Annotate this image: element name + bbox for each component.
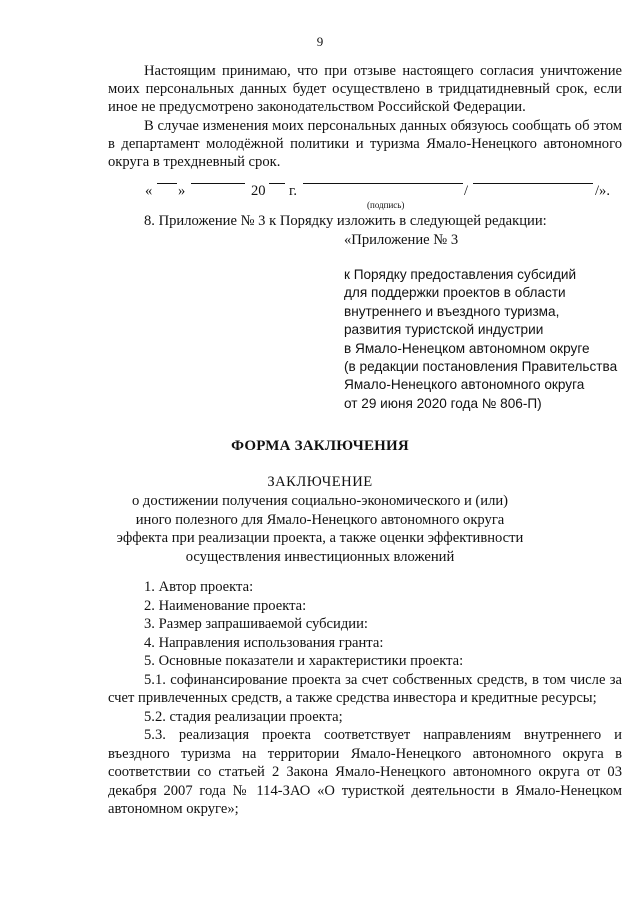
year-blank	[269, 183, 285, 184]
date-close-quote: »	[178, 183, 186, 199]
year-prefix: 20	[251, 183, 266, 199]
appendix-line: к Порядку предоставления субсидий	[344, 267, 577, 282]
list-item-grant-use: 4. Направления использования гранта:	[144, 634, 384, 651]
list-item-subsidy: 3. Размер запрашиваемой субсидии:	[144, 616, 368, 632]
appendix-line: в Ямало-Ненецком автономном округе	[344, 340, 590, 356]
appendix-line: для поддержки проектов в области	[344, 285, 566, 301]
list-item-name: 2. Наименование проекта:	[144, 597, 307, 614]
subtitle-line: иного полезного для Ямало-Ненецкого автономного округа	[135, 511, 505, 528]
signature-end: /».	[595, 183, 610, 199]
list-item-author: 1. Автор проекта:	[144, 579, 254, 595]
conclusion-items	[108, 578, 622, 819]
form-heading: ФОРМА ЗАКЛЮЧЕНИЯ	[231, 438, 409, 454]
conclusion-subtitle	[0, 492, 640, 566]
appendix-line: от 29 июня 2020 года № 806-П)	[344, 395, 542, 411]
page-number: 9	[316, 34, 324, 49]
appendix-line: Ямало-Ненецкого автономного округа	[344, 377, 585, 393]
appendix-line: развития туристской индустрии	[344, 322, 544, 338]
list-item-indicators: 5. Основные показатели и характеристики проекта:	[144, 653, 464, 669]
date-open-quote: «	[145, 183, 153, 199]
signature-blank	[303, 183, 463, 184]
item-8: 8. Приложение № 3 к Порядку изложить в следующей редакции:	[144, 213, 547, 229]
subtitle-line: осуществления инвестиционных вложений	[185, 548, 455, 565]
subtitle-line: о достижении получения социально-экономического и (или)	[131, 493, 509, 509]
list-item-5-3: 5.3. реализация проекта соответствует направлениям внутреннего и въездного туризма на территории Ямало-Ненецкого автономного округа в соответствии со статьей 2 Закона Ямало-Ненецкого автономного округа от 03 декабря 2007 года № 114-ЗАО «О туристкой деятельности в Ямало-Ненецком автономном округе»;	[108, 727, 622, 817]
consent-paragraph-1: Настоящим принимаю, что при отзыве настоящего согласия уничтожение моих персональных данных будет осуществлено в тридцатидневный срок, если иное не предусмотрено законодательством Российской Федерации.	[108, 63, 622, 116]
signature-slash: /	[464, 183, 469, 199]
consent-text	[108, 62, 622, 171]
signature-caption: (подпись)	[367, 200, 405, 210]
list-item-5-1: 5.1. софинансирование проекта за счет собственных средств, в том числе за счет привлеченных средств, а также средства инвестора и кредитные ресурсы;	[108, 671, 622, 706]
conclusion-heading: ЗАКЛЮЧЕНИЕ	[267, 474, 373, 490]
appendix-line: (в редакции постановления Правительства	[344, 359, 618, 375]
list-item-5-2: 5.2. стадия реализации проекта;	[144, 708, 343, 725]
appendix-reference	[344, 266, 617, 413]
name-blank	[473, 183, 593, 184]
appendix-line: внутреннего и въездного туризма,	[344, 303, 560, 319]
day-blank	[157, 183, 177, 184]
month-blank	[191, 183, 245, 184]
consent-paragraph-2: В случае изменения моих персональных данных обязуюсь сообщать об этом в департамент молодёжной политики и туризма Ямало-Ненецкого автономного округа в трехдневный срок.	[108, 117, 622, 171]
subtitle-line: эффекта при реализации проекта, а также оценки эффективности	[116, 530, 524, 547]
year-suffix: г.	[289, 183, 297, 199]
appendix-title: «Приложение № 3	[344, 232, 459, 248]
